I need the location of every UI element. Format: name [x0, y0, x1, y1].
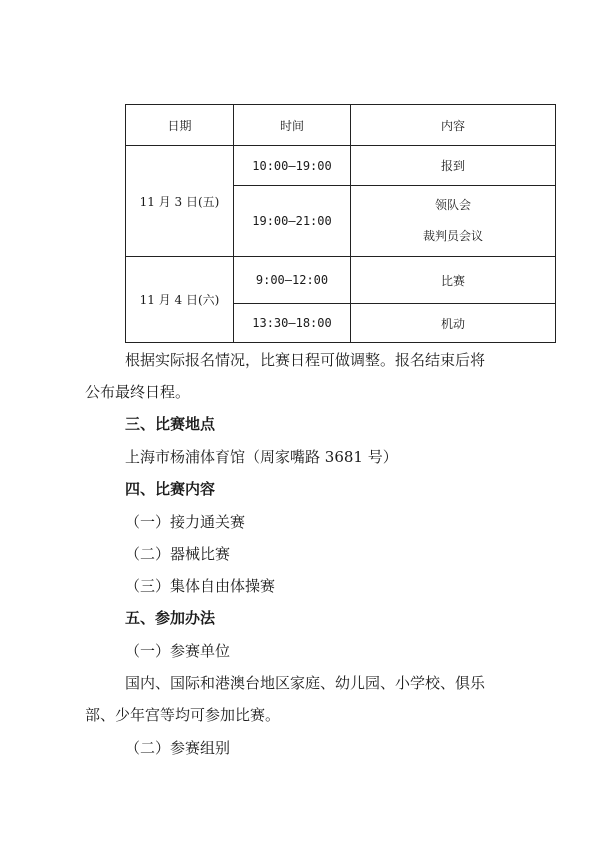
units-text-line1: 国内、国际和港澳台地区家庭、幼儿园、小学校、俱乐 — [125, 674, 486, 692]
schedule-row — [126, 257, 556, 304]
header-time: 时间 — [234, 105, 351, 146]
content-cell: 比赛 — [351, 257, 556, 304]
content-line: 裁判员会议 — [422, 229, 483, 243]
content-item-relay: （一）接力通关赛 — [125, 513, 246, 531]
schedule-table — [125, 104, 556, 343]
schedule-note-line1: 根据实际报名情况，比赛日程可做调整。报名结束后将 — [125, 351, 486, 369]
sub-heading-units: （一）参赛单位 — [125, 642, 231, 660]
time-cell: 19:00—21:00 — [234, 186, 351, 257]
header-date: 日期 — [126, 105, 234, 146]
content-item-floor: （三）集体自由体操赛 — [125, 577, 276, 595]
units-text-line2: 部、少年宫等均可参加比赛。 — [85, 706, 281, 724]
sub-heading-groups: （二）参赛组别 — [125, 739, 231, 757]
time-cell: 13:30—18:00 — [234, 304, 351, 343]
date-cell-day1: 11 月 3 日(五) — [126, 146, 234, 257]
content-cell: 报到 — [351, 146, 556, 186]
time-cell: 9:00—12:00 — [234, 257, 351, 304]
schedule-header-row — [126, 105, 556, 146]
content-cell: 机动 — [351, 304, 556, 343]
schedule-row — [126, 146, 556, 186]
time-cell: 10:00—19:00 — [234, 146, 351, 186]
section-3-heading: 三、比赛地点 — [125, 415, 216, 433]
venue-text: 上海市杨浦体育馆（周家嘴路 3681 号） — [125, 448, 398, 466]
section-4-heading: 四、比赛内容 — [125, 480, 216, 498]
content-cell — [351, 186, 556, 257]
content-line: 领队会 — [434, 198, 471, 212]
schedule-note-line2: 公布最终日程。 — [85, 383, 191, 401]
content-item-apparatus: （二）器械比赛 — [125, 545, 231, 563]
date-cell-day2: 11 月 4 日(六) — [126, 257, 234, 343]
header-content: 内容 — [351, 105, 556, 146]
section-5-heading: 五、参加办法 — [125, 609, 216, 627]
